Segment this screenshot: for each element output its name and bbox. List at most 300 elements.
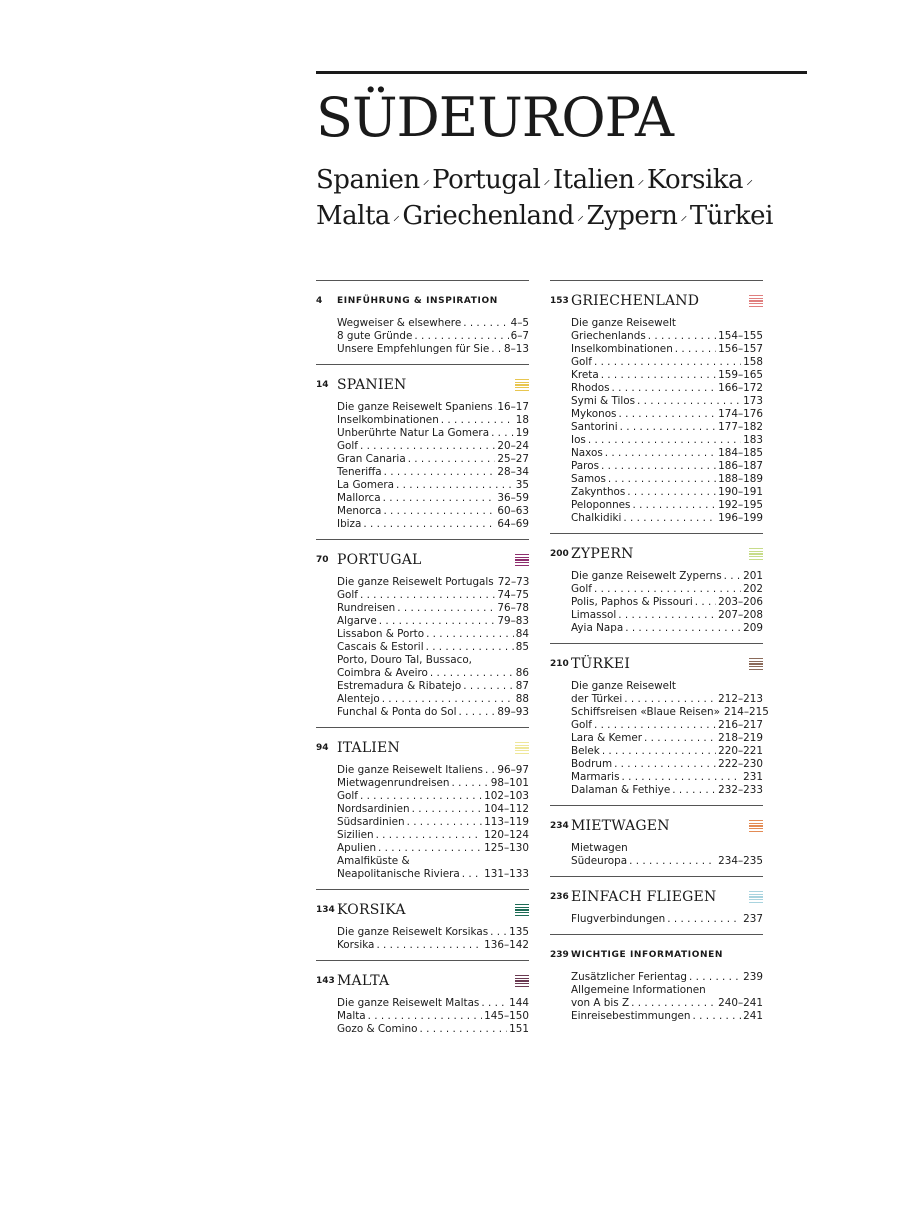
entry-list	[337, 997, 529, 1036]
dot-leader	[614, 758, 716, 771]
section-page-number: 153	[550, 296, 569, 306]
section-title: SPANIEN	[337, 377, 407, 393]
entry-page: 25–27	[497, 453, 529, 465]
subtitle-line-1	[316, 165, 756, 195]
dot-leader	[414, 330, 508, 343]
page-subtitle	[316, 164, 796, 236]
dot-leader	[426, 628, 514, 641]
entry-label: Die ganze Reisewelt Spaniens	[337, 401, 493, 413]
entry-page: 86	[515, 667, 529, 679]
toc-entry[interactable]	[337, 440, 529, 453]
dot-leader	[376, 829, 483, 842]
toc-entry[interactable]	[337, 518, 529, 531]
toc-entry[interactable]	[571, 842, 763, 855]
toc-entry[interactable]	[337, 330, 529, 343]
entry-label: Mietwagenrundreisen	[337, 777, 450, 789]
section-heading[interactable]	[316, 546, 529, 574]
dot-leader	[618, 609, 716, 622]
dot-leader	[594, 719, 716, 732]
toc-entry[interactable]	[337, 926, 529, 939]
section-heading[interactable]	[316, 967, 529, 995]
color-stripe-icon	[515, 904, 529, 916]
entry-page: 8–13	[503, 343, 529, 355]
entry-page: 234–235	[718, 855, 763, 867]
entry-page: 216–217	[718, 719, 763, 731]
toc-entry[interactable]	[337, 667, 529, 680]
entry-label: Mallorca	[337, 492, 381, 504]
section-title: ZYPERN	[571, 546, 634, 562]
toc-entry[interactable]	[337, 997, 529, 1010]
section-heading[interactable]	[550, 650, 763, 678]
dot-leader	[368, 1010, 482, 1023]
toc-left-column	[316, 280, 529, 1044]
toc-entry[interactable]	[337, 764, 529, 777]
dot-leader	[667, 913, 741, 926]
section-page-number: 210	[550, 659, 569, 669]
toc-entry[interactable]	[571, 680, 763, 693]
section-page-number: 14	[316, 380, 329, 390]
dot-leader	[485, 764, 495, 777]
entry-label: Naxos	[571, 447, 603, 459]
entry-list	[571, 842, 763, 868]
toc-entry[interactable]	[571, 706, 769, 719]
toc-entry[interactable]	[571, 971, 763, 984]
entry-list	[571, 971, 763, 1023]
dot-leader	[629, 855, 716, 868]
toc-entry[interactable]	[337, 777, 529, 790]
entry-list	[571, 680, 769, 797]
toc-entry[interactable]	[571, 784, 763, 797]
entry-label: Zakynthos	[571, 486, 626, 498]
entry-label: Mykonos	[571, 408, 617, 420]
toc-entry[interactable]	[571, 434, 763, 447]
entry-label: Korsika	[337, 939, 375, 951]
entry-page: 18	[515, 414, 529, 426]
dot-leader	[621, 771, 741, 784]
entry-page: 240–241	[718, 997, 763, 1009]
entry-label: Golf	[337, 589, 358, 601]
toc-entry[interactable]	[571, 356, 763, 369]
entry-page: 104–112	[484, 803, 529, 815]
toc-entry[interactable]	[571, 984, 763, 997]
entry-label: Polis, Paphos & Pissouri	[571, 596, 693, 608]
dot-leader	[462, 868, 482, 881]
toc-entry[interactable]	[337, 615, 529, 628]
dot-leader	[708, 984, 761, 997]
entry-page: 207–208	[718, 609, 763, 621]
entry-list	[337, 317, 529, 356]
dot-leader	[644, 732, 716, 745]
entry-label: Marmaris	[571, 771, 620, 783]
entry-label: Amalfiküste &	[337, 855, 410, 867]
entry-page: 88	[515, 693, 529, 705]
entry-page: 232–233	[718, 784, 763, 796]
dot-leader	[360, 790, 482, 803]
entry-label: Die ganze Reisewelt	[571, 317, 676, 329]
dot-leader	[630, 842, 761, 855]
entry-label: Gran Canaria	[337, 453, 406, 465]
toc-entry[interactable]	[571, 570, 763, 583]
entry-label: Peloponnes	[571, 499, 631, 511]
toc-entry[interactable]	[571, 758, 763, 771]
toc-entry[interactable]	[571, 460, 763, 473]
entry-label: Nordsardinien	[337, 803, 410, 815]
entry-list	[337, 926, 529, 952]
entry-label: Funchal & Ponta do Sol	[337, 706, 457, 718]
toc-entry[interactable]	[337, 492, 529, 505]
entry-label: Die ganze Reisewelt	[571, 680, 676, 692]
toc-entry[interactable]	[571, 745, 763, 758]
entry-label: Griechenlands	[571, 330, 646, 342]
dot-leader	[378, 842, 482, 855]
dot-leader	[360, 440, 495, 453]
toc-entry[interactable]	[337, 401, 529, 414]
entry-page: 241	[743, 1010, 763, 1022]
subtitle-country: Portugal	[432, 165, 541, 195]
entry-label: Die ganze Reisewelt Maltas	[337, 997, 480, 1009]
dot-leader	[463, 317, 508, 330]
dot-leader	[412, 803, 483, 816]
entry-label: Die ganze Reisewelt Zyperns	[571, 570, 722, 582]
toc-entry[interactable]	[337, 453, 529, 466]
dot-leader	[360, 589, 495, 602]
dot-leader	[379, 615, 496, 628]
entry-page: 96–97	[497, 764, 529, 776]
toc-entry[interactable]	[337, 317, 529, 330]
dot-leader	[426, 641, 514, 654]
entry-list	[337, 576, 529, 719]
section-title: TÜRKEI	[571, 656, 631, 672]
dot-leader	[452, 777, 489, 790]
toc-entry[interactable]	[337, 479, 529, 492]
toc-entry[interactable]	[337, 790, 529, 803]
toc-entry[interactable]	[337, 680, 529, 693]
toc-entry[interactable]	[571, 473, 763, 486]
top-rule	[316, 71, 807, 74]
section-page-number: 143	[316, 976, 335, 986]
entry-page: 192–195	[718, 499, 763, 511]
toc-entry[interactable]	[571, 622, 763, 635]
subtitle-country: Spanien	[316, 165, 420, 195]
entry-page: 144	[509, 997, 529, 1009]
entry-page: 28–34	[497, 466, 529, 478]
entry-label: La Gomera	[337, 479, 395, 491]
dot-leader	[648, 330, 716, 343]
toc-entry[interactable]	[337, 868, 529, 881]
toc-section	[550, 876, 763, 934]
entry-label: Einreisebestimmungen	[571, 1010, 691, 1022]
toc-entry[interactable]	[571, 596, 763, 609]
toc-entry[interactable]	[571, 855, 763, 868]
toc-entry[interactable]	[571, 499, 763, 512]
toc-section	[316, 727, 529, 889]
toc-entry[interactable]	[337, 505, 529, 518]
entry-label: Ios	[571, 434, 586, 446]
entry-page: 220–221	[718, 745, 763, 757]
entry-page: 231	[743, 771, 763, 783]
toc-section	[316, 889, 529, 960]
entry-page: 135	[509, 926, 529, 938]
toc-entry[interactable]	[571, 330, 763, 343]
dot-leader	[459, 706, 496, 719]
dot-leader	[632, 499, 716, 512]
toc-entry[interactable]	[337, 628, 529, 641]
toc-entry[interactable]	[571, 997, 763, 1010]
dot-leader	[384, 466, 496, 479]
entry-list	[337, 764, 529, 881]
dot-leader	[625, 622, 741, 635]
section-title: MIETWAGEN	[571, 818, 670, 834]
toc-entry[interactable]	[571, 408, 763, 421]
entry-label: Bodrum	[571, 758, 613, 770]
toc-entry[interactable]	[337, 602, 529, 615]
entry-label: Lissabon & Porto	[337, 628, 425, 640]
section-heading[interactable]	[316, 896, 529, 924]
entry-label: Unberührte Natur La Gomera	[337, 427, 490, 439]
entry-page: 85	[515, 641, 529, 653]
section-page-number: 239	[550, 950, 569, 960]
toc-entry[interactable]	[571, 486, 763, 499]
dot-leader	[594, 583, 741, 596]
dot-leader	[408, 453, 496, 466]
toc-entry[interactable]	[571, 382, 763, 395]
section-heading[interactable]	[316, 734, 529, 762]
entry-page: 173	[743, 395, 763, 407]
toc-entry[interactable]	[571, 447, 763, 460]
entry-label: Limassol	[571, 609, 617, 621]
toc-entry[interactable]	[337, 427, 529, 440]
section-page-number: 200	[550, 549, 569, 559]
subtitle-separator: ⸝	[543, 172, 550, 188]
toc-entry[interactable]	[337, 641, 529, 654]
toc-entry[interactable]	[571, 369, 763, 382]
section-heading[interactable]	[550, 287, 763, 315]
toc-section	[316, 364, 529, 539]
entry-label: Golf	[571, 719, 592, 731]
entry-page: 89–93	[497, 706, 529, 718]
dot-leader	[689, 971, 741, 984]
toc-entry[interactable]	[571, 609, 763, 622]
section-title: EINFACH FLIEGEN	[571, 889, 717, 905]
dot-leader	[624, 693, 716, 706]
toc-entry[interactable]	[571, 771, 763, 784]
entry-label: Golf	[571, 356, 592, 368]
section-title: MALTA	[337, 973, 390, 989]
entry-page: 125–130	[484, 842, 529, 854]
section-heading[interactable]	[550, 812, 763, 840]
section-heading[interactable]	[550, 883, 763, 911]
entry-label: Teneriffa	[337, 466, 382, 478]
toc-section	[316, 280, 529, 364]
toc-entry[interactable]	[571, 1010, 763, 1023]
dot-leader	[601, 369, 716, 382]
section-page-number: 70	[316, 555, 329, 565]
color-stripe-icon	[749, 820, 763, 832]
entry-page: 188–189	[718, 473, 763, 485]
color-stripe-icon	[515, 379, 529, 391]
entry-page: 16–17	[497, 401, 529, 413]
toc-entry[interactable]	[571, 913, 763, 926]
entry-label: Mietwagen	[571, 842, 628, 854]
section-page-number: 94	[316, 743, 329, 753]
entry-page: 79–83	[497, 615, 529, 627]
dot-leader	[678, 317, 761, 330]
toc-section	[316, 539, 529, 727]
entry-page: 158	[743, 356, 763, 368]
toc-entry[interactable]	[337, 803, 529, 816]
entry-label: Inselkombinationen	[571, 343, 673, 355]
toc-entry[interactable]	[337, 343, 529, 356]
color-stripe-icon	[515, 975, 529, 987]
entry-page: 239	[743, 971, 763, 983]
toc-entry[interactable]	[337, 1023, 529, 1036]
dot-leader	[412, 855, 527, 868]
entry-page: 98–101	[490, 777, 529, 789]
dot-leader	[474, 654, 527, 667]
subtitle-separator: ⸝	[422, 172, 430, 188]
color-stripe-icon	[749, 295, 763, 307]
toc-entry[interactable]	[571, 719, 763, 732]
entry-label: Zusätzlicher Ferientag	[571, 971, 688, 983]
section-heading[interactable]	[316, 371, 529, 399]
dot-leader	[383, 505, 495, 518]
entry-label: Südsardinien	[337, 816, 405, 828]
subtitle-separator: ⸝	[637, 172, 644, 188]
entry-label: Die ganze Reisewelt Portugals	[337, 576, 494, 588]
toc-entry[interactable]	[337, 816, 529, 829]
subtitle-country: Griechenland	[402, 201, 574, 231]
toc-entry[interactable]	[571, 395, 763, 408]
toc-section	[550, 805, 763, 876]
section-heading[interactable]	[316, 287, 529, 315]
entry-label: Symi & Tilos	[571, 395, 636, 407]
dot-leader	[383, 492, 496, 505]
subtitle-country: Zypern	[586, 201, 678, 231]
dot-leader	[693, 1010, 742, 1023]
subtitle-separator: ⸝	[746, 172, 753, 188]
toc-entry[interactable]	[571, 693, 763, 706]
entry-page: 183	[743, 434, 763, 446]
dot-leader	[490, 926, 507, 939]
section-heading[interactable]	[550, 941, 763, 969]
entry-page: 84	[515, 628, 529, 640]
entry-page: 151	[509, 1023, 529, 1035]
entry-label: Menorca	[337, 505, 382, 517]
toc-entry[interactable]	[337, 842, 529, 855]
entry-page: 159–165	[718, 369, 763, 381]
toc-entry[interactable]	[337, 855, 529, 868]
entry-page: 72–73	[497, 576, 530, 588]
entry-label: von A bis Z	[571, 997, 630, 1009]
toc-entry[interactable]	[337, 576, 529, 589]
toc-entry[interactable]	[337, 829, 529, 842]
entry-page: 166–172	[718, 382, 763, 394]
entry-page: 76–78	[497, 602, 529, 614]
entry-page: 131–133	[484, 868, 529, 880]
color-stripe-icon	[515, 554, 529, 566]
entry-page: 19	[515, 427, 529, 439]
toc-entry[interactable]	[337, 1010, 529, 1023]
entry-label: Flugverbindungen	[571, 913, 666, 925]
entry-page: 35	[515, 479, 529, 491]
entry-label: Lara & Kemer	[571, 732, 642, 744]
toc-section	[316, 960, 529, 1044]
toc-entry[interactable]	[337, 589, 529, 602]
entry-page: 36–59	[497, 492, 529, 504]
dot-leader	[363, 518, 495, 531]
toc-entry[interactable]	[571, 512, 763, 525]
toc-entry[interactable]	[337, 693, 529, 706]
dot-leader	[675, 343, 716, 356]
section-page-number: 134	[316, 905, 335, 915]
dot-leader	[376, 939, 482, 952]
dot-leader	[441, 414, 514, 427]
color-stripe-icon	[749, 658, 763, 670]
entry-label: Belek	[571, 745, 600, 757]
entry-label: Estremadura & Ribatejo	[337, 680, 462, 692]
entry-page: 184–185	[718, 447, 763, 459]
entry-label: Chalkidiki	[571, 512, 622, 524]
entry-label: Inselkombinationen	[337, 414, 439, 426]
entry-label: Paros	[571, 460, 599, 472]
entry-label: Alentejo	[337, 693, 380, 705]
dot-leader	[594, 356, 741, 369]
entry-label: Golf	[571, 583, 592, 595]
toc-entry[interactable]	[337, 466, 529, 479]
toc-entry[interactable]	[337, 939, 529, 952]
toc-entry[interactable]	[571, 317, 763, 330]
page-title: SÜDEUROPA	[316, 86, 674, 149]
entry-page: 6–7	[510, 330, 529, 342]
subtitle-country: Korsika	[646, 165, 744, 195]
toc-entry[interactable]	[337, 706, 529, 719]
dot-leader	[672, 784, 716, 797]
entry-page: 113–119	[484, 816, 529, 828]
entry-page: 201	[743, 570, 763, 582]
toc-entry[interactable]	[571, 583, 763, 596]
section-title: GRIECHENLAND	[571, 293, 700, 309]
entry-label: Coimbra & Aveiro	[337, 667, 428, 679]
dot-leader	[724, 570, 742, 583]
subtitle-separator: ⸝	[576, 208, 584, 224]
entry-page: 177–182	[718, 421, 763, 433]
dot-leader	[627, 486, 716, 499]
dot-leader	[601, 460, 716, 473]
entry-label: Ibiza	[337, 518, 362, 530]
toc-entry[interactable]	[571, 343, 763, 356]
entry-page: 190–191	[718, 486, 763, 498]
section-heading[interactable]	[550, 540, 763, 568]
section-page-number: 4	[316, 296, 323, 306]
toc-entry[interactable]	[337, 654, 529, 667]
entry-label: Porto, Douro Tal, Bussaco,	[337, 654, 472, 666]
toc-entry[interactable]	[337, 414, 529, 427]
dot-leader	[612, 382, 717, 395]
toc-entry[interactable]	[571, 421, 763, 434]
entry-page: 74–75	[497, 589, 529, 601]
entry-label: Gozo & Comino	[337, 1023, 418, 1035]
subtitle-country: Italien	[552, 165, 635, 195]
toc-section	[550, 280, 763, 533]
entry-label: Algarve	[337, 615, 377, 627]
subtitle-separator: ⸝	[392, 208, 400, 224]
toc-entry[interactable]	[571, 732, 763, 745]
entry-page: 102–103	[484, 790, 529, 802]
subtitle-country: Malta	[316, 201, 390, 231]
dot-leader	[608, 473, 716, 486]
entry-list	[571, 913, 763, 926]
entry-label: Golf	[337, 790, 358, 802]
